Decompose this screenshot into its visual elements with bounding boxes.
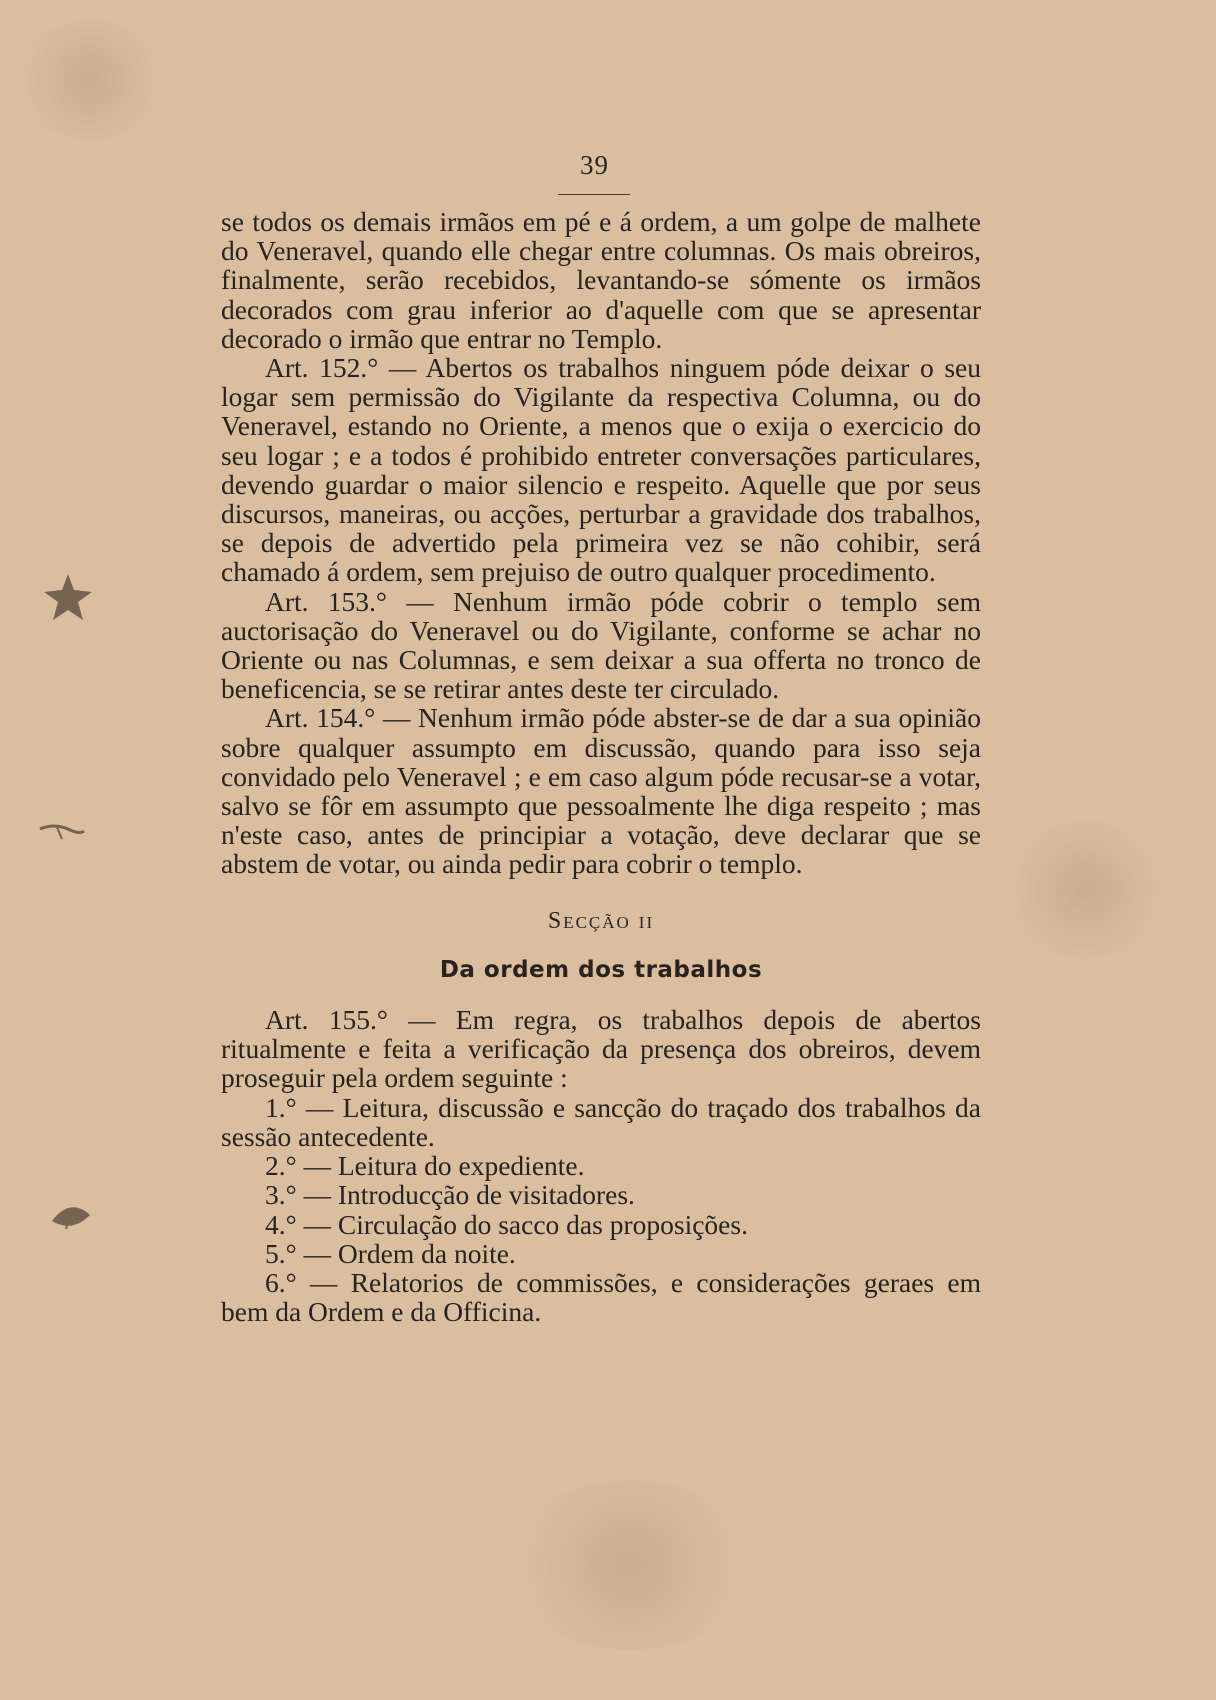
article-154: Art. 154.° — Nenhum irmão póde abster-se de dar a sua opinião sobre qualquer assumpto em discussão, quando para isso seja convidado pelo Veneravel ; e em caso algum póde recusar-se a votar, salvo se fôr em assumpto que pessoalmente lhe diga respeito ; mas n'este caso, antes de principiar a votação, deve declarar que se abstem de votar, ou ainda pedir para cobrir o templo.	[221, 702, 981, 880]
list-item-3: 3.° — Introducção de visitadores.	[265, 1179, 635, 1211]
article-152: Art. 152.° — Abertos os trabalhos ninguem póde deixar o seu logar sem permissão do Vigilante da respectiva Columna, ou do Veneravel, estando no Oriente, a menos que o exija o exercicio do seu logar ; e a todos é prohibido entreter conversações particulares, devendo guardar o maior silencio e respeito. Aquelle que por seus discursos, maneiras, ou acções, perturbar a gravidade dos trabalhos, se depois de advertido pela primeira vez se não cohibir, será chamado á ordem, sem prejuiso de outro qualquer procedimento.	[221, 352, 981, 588]
paper-stain	[500, 1480, 760, 1650]
article-153: Art. 153.° — Nenhum irmão póde cobrir o templo sem auctorisação do Veneravel ou do Vigilante, conforme se achar no Oriente ou nas Columnas, e sem deixar a sua offerta no tronco de beneficencia, se se retirar antes deste ter circulado.	[221, 585, 981, 705]
page-number-rule	[558, 194, 630, 195]
page-number: 39	[580, 150, 609, 180]
slash-ornament-icon	[34, 805, 90, 861]
list-item-5: 5.° — Ordem da noite.	[265, 1237, 516, 1269]
list-item-2: 2.° — Leitura do expediente.	[265, 1150, 585, 1182]
star-ornament-icon	[40, 570, 96, 626]
list-item-1: 1.° — Leitura, discussão e sancção do traçado dos trabalhos da sessão antecedente.	[221, 1091, 981, 1152]
leaf-ornament-icon	[42, 1185, 98, 1241]
list-item-4: 4.° — Circulação do sacco das proposições.	[265, 1208, 748, 1240]
article-155-intro: Art. 155.° — Em regra, os trabalhos depois de abertos ritualmente e feita a verificação da presença dos obreiros, devem proseguir pela ordem seguinte :	[221, 1004, 981, 1094]
page-body	[221, 207, 981, 1326]
section-title: Secção ii	[547, 907, 655, 934]
opening-paragraph: se todos os demais irmãos em pé e á ordem, a um golpe de malhete do Veneravel, quando elle chegar entre columnas. Os mais obreiros, finalmente, serão recebidos, levantando-se sómente os irmãos decorados com grau inferior ao d'aquelle com que se apresentar decorado o irmão que entrar no Templo.	[221, 206, 981, 354]
paper-stain	[1000, 820, 1170, 960]
section-subtitle: Da ordem dos trabalhos	[439, 956, 763, 983]
paper-stain	[10, 20, 170, 140]
list-item-6: 6.° — Relatorios de commissões, e considerações geraes em bem da Ordem e da Officina.	[221, 1266, 981, 1328]
